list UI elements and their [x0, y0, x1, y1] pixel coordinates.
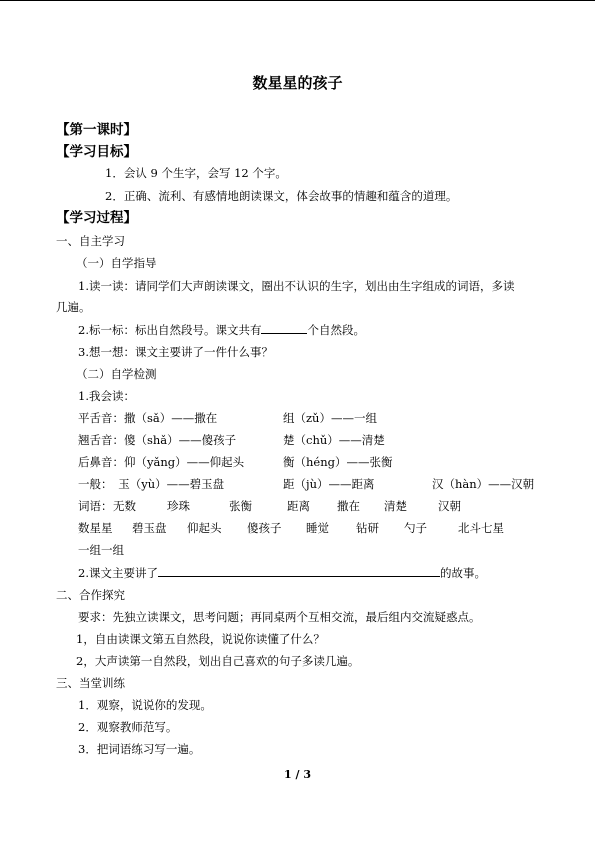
- words-label: 词语：: [78, 499, 113, 513]
- word-item: 仰起头: [187, 521, 222, 535]
- word-item: 勺子: [404, 521, 427, 535]
- page-number: 1 / 3: [284, 768, 311, 781]
- word-item: 距离: [287, 499, 310, 513]
- mark-paragraphs-line: [78, 322, 365, 337]
- section-heading-self-study: 一、自主学习: [56, 234, 125, 248]
- story-text-before: 2.课文主要讲了: [78, 566, 158, 580]
- read-instruction-continued: 几遍。: [56, 300, 91, 314]
- section-heading-cooperate: 二、合作探究: [56, 588, 125, 602]
- mark-text-before: 2.标一标：标出自然段号。课文共有: [78, 323, 262, 337]
- word-item: 一组一组: [78, 543, 124, 557]
- mark-text-after: 个自然段。: [307, 323, 365, 337]
- word-item: 碧玉盘: [132, 521, 167, 535]
- goal-item: 1．会认 9 个生字，会写 12 个字。: [105, 166, 287, 180]
- practice-task: 3．把词语练习写一遍。: [78, 742, 201, 756]
- process-heading: 【学习过程】: [56, 210, 137, 226]
- pinyin-item: 后鼻音：仰（yǎng）——仰起头: [78, 455, 245, 469]
- can-read-label: 1.我会读：: [78, 389, 135, 403]
- pinyin-item: 楚（chǔ）——清楚: [283, 433, 385, 447]
- answer-blank-paragraph-count[interactable]: [261, 322, 307, 334]
- practice-task: 1．观察，说说你的发现。: [78, 698, 212, 712]
- answer-blank-story[interactable]: [158, 565, 440, 577]
- word-item: 清楚: [384, 499, 407, 513]
- lesson-heading: 【第一课时】: [56, 122, 137, 138]
- story-summary-line: [78, 565, 486, 580]
- word-item: 睡觉: [306, 521, 329, 535]
- section-heading-practice: 三、当堂训练: [56, 676, 125, 690]
- goal-item: 2．正确、流利、有感情地朗读课文，体会故事的情趣和蕴含的道理。: [105, 189, 458, 203]
- word-item: 珍珠: [167, 499, 190, 513]
- practice-task: 2．观察教师范写。: [78, 720, 178, 734]
- word-item: 张衡: [229, 499, 252, 513]
- page-top-rule: [0, 0, 595, 1]
- cooperation-requirement: 要求：先独立读课文，思考问题；再同桌两个互相交流，最后组内交流疑惑点。: [78, 610, 481, 624]
- word-item: 无数: [113, 499, 136, 513]
- pinyin-item: 组（zǔ）——一组: [283, 411, 377, 425]
- pinyin-item: 衡（héng）——张衡: [283, 455, 393, 469]
- pinyin-item: 距（jù）——距离: [283, 477, 375, 491]
- document-title: 数星星的孩子: [252, 74, 343, 92]
- word-item: 撒在: [337, 499, 360, 513]
- pinyin-item: 平舌音：撒（sǎ）——撒在: [78, 411, 218, 425]
- goals-heading: 【学习目标】: [56, 144, 137, 160]
- word-item: 汉朝: [438, 499, 461, 513]
- subsection-heading-check: （二）自学检测: [76, 367, 157, 381]
- pinyin-item: 翘舌音：傻（shǎ）——傻孩子: [78, 433, 237, 447]
- word-item: 北斗七星: [458, 521, 504, 535]
- word-item: 数星星: [78, 521, 113, 535]
- read-instruction-line: 1.读一读：请同学们大声朗读课文，圈出不认识的生字，划出由生字组成的词语，多读: [78, 279, 515, 293]
- pinyin-item: 汉（hàn）——汉朝: [432, 477, 535, 491]
- cooperation-task: 1，自由读课文第五自然段，说说你读懂了什么？: [76, 632, 325, 646]
- think-question: 3.想一想：课文主要讲了一件什么事？: [78, 345, 273, 359]
- pinyin-item: 一般： 玉（yù）——碧玉盘: [78, 477, 225, 491]
- word-item: 傻孩子: [247, 521, 282, 535]
- word-item: 钻研: [356, 521, 379, 535]
- story-text-after: 的故事。: [439, 566, 486, 580]
- subsection-heading-guide: （一）自学指导: [76, 256, 157, 270]
- cooperation-task: 2，大声读第一自然段，划出自己喜欢的句子多读几遍。: [76, 654, 360, 668]
